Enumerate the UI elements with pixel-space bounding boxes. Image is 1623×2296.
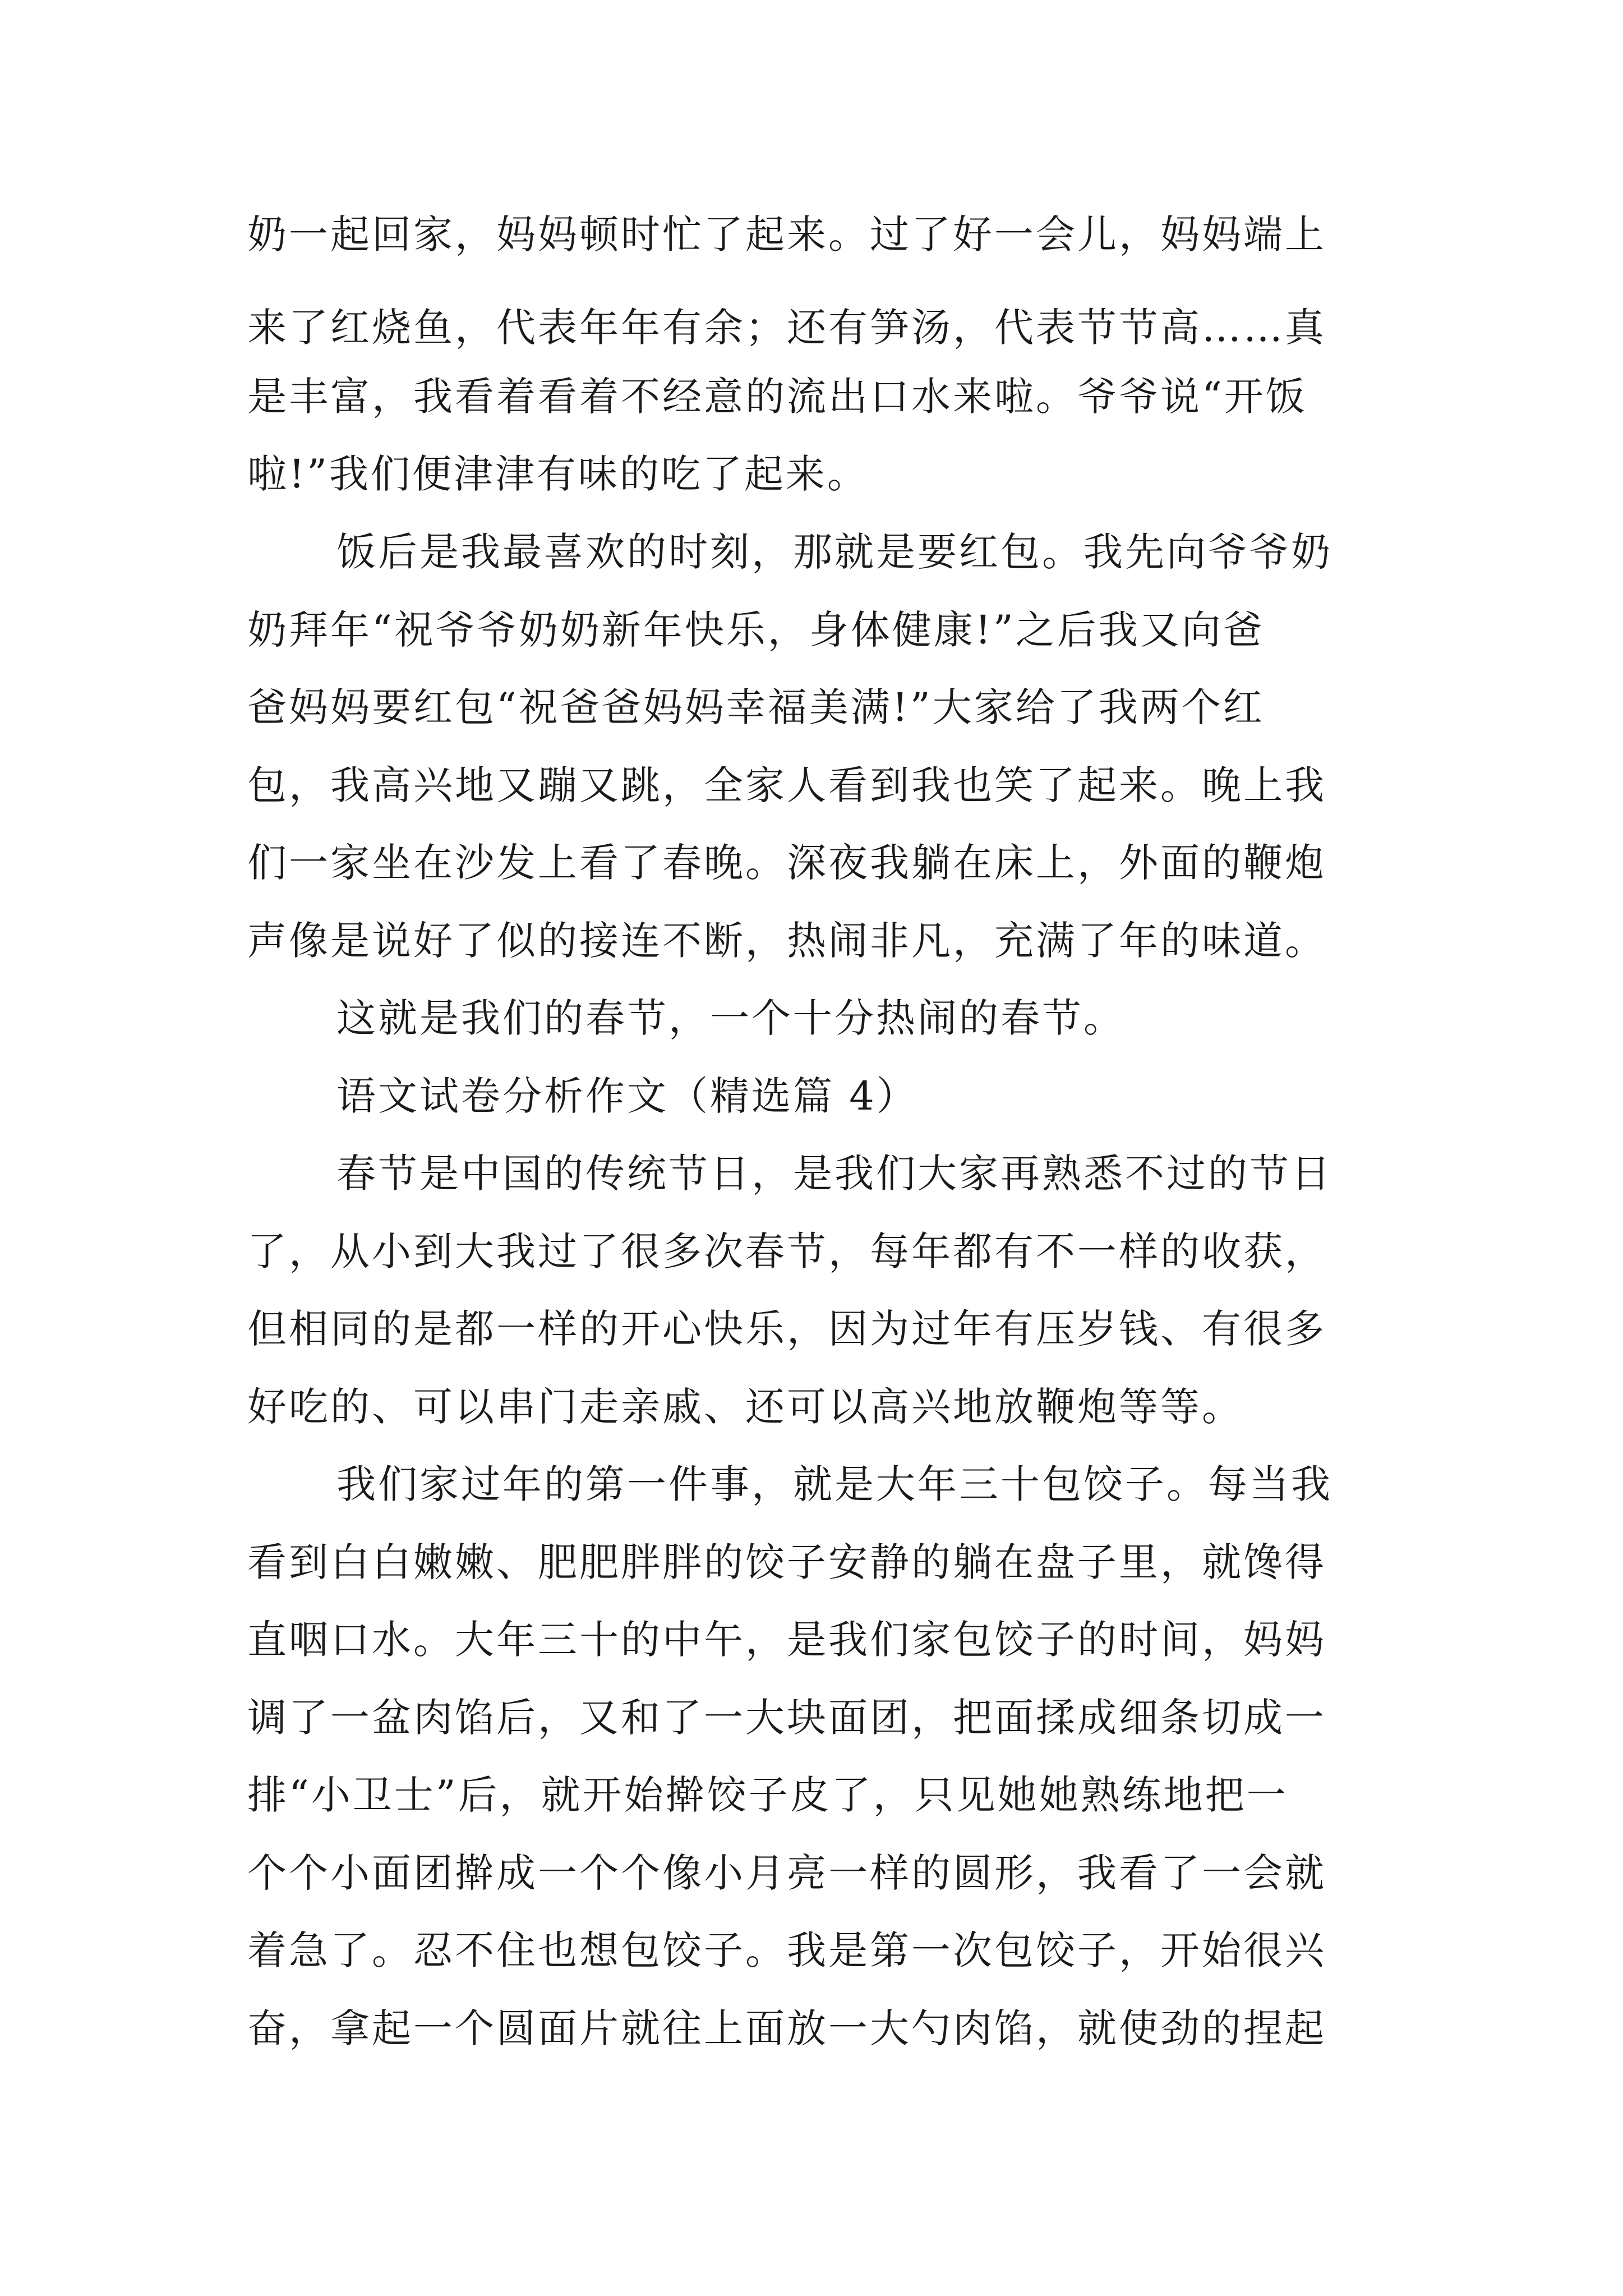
text-line: 包，我高兴地又蹦又跳，全家人看到我也笑了起来。晚上我 (247, 762, 1326, 808)
paragraph-start-line: 饭后是我最喜欢的时刻，那就是要红包。我先向爷爷奶 (336, 529, 1332, 575)
text-line: 爸妈妈要红包“祝爸爸妈妈幸福美满!”大家给了我两个红 (247, 684, 1265, 730)
text-line: 们一家坐在沙发上看了春晚。深夜我躺在床上，外面的鞭炮 (247, 840, 1326, 886)
text-line: 奶拜年“祝爷爷奶奶新年快乐，身体健康!”之后我又向爸 (247, 607, 1265, 653)
text-line: 是丰富，我看着看着不经意的流出口水来啦。爷爷说“开饭 (247, 374, 1307, 420)
text-line: 调了一盆肉馅后，又和了一大块面团，把面揉成细条切成一 (247, 1695, 1326, 1741)
section-heading: 语文试卷分析作文（精选篇 4） (336, 1073, 918, 1119)
text-line: 看到白白嫩嫩、肥肥胖胖的饺子安静的躺在盘子里，就馋得 (247, 1539, 1326, 1585)
text-line: 但相同的是都一样的开心快乐，因为过年有压岁钱、有很多 (247, 1306, 1326, 1352)
text-line: 好吃的、可以串门走亲戚、还可以高兴地放鞭炮等等。 (247, 1384, 1243, 1430)
text-line: 着急了。忍不住也想包饺子。我是第一次包饺子，开始很兴 (247, 1927, 1326, 1973)
text-line: 了，从小到大我过了很多次春节，每年都有不一样的收获， (247, 1228, 1326, 1274)
paragraph-start-line: 春节是中国的传统节日，是我们大家再熟悉不过的节日 (336, 1151, 1332, 1197)
text-line: 个个小面团擀成一个个像小月亮一样的圆形，我看了一会就 (247, 1850, 1326, 1896)
text-line: 奋，拿起一个圆面片就往上面放一大勺肉馅，就使劲的捏起 (247, 2005, 1326, 2051)
text-line: 啦!”我们便津津有味的吃了起来。 (247, 451, 869, 497)
paragraph-start-line: 我们家过年的第一件事，就是大年三十包饺子。每当我 (336, 1461, 1332, 1507)
text-line: 奶一起回家，妈妈顿时忙了起来。过了好一会儿，妈妈端上 (247, 211, 1326, 257)
text-line: 来了红烧鱼，代表年年有余；还有笋汤，代表节节高……真 (247, 305, 1326, 351)
text-line: 直咽口水。大年三十的中午，是我们家包饺子的时间，妈妈 (247, 1617, 1326, 1663)
text-line: 排“小卫士”后，就开始擀饺子皮了，只见她她熟练地把一 (247, 1772, 1288, 1818)
paragraph-start-line: 这就是我们的春节，一个十分热闹的春节。 (336, 995, 1125, 1041)
text-line: 声像是说好了似的接连不断，热闹非凡，充满了年的味道。 (247, 918, 1326, 964)
